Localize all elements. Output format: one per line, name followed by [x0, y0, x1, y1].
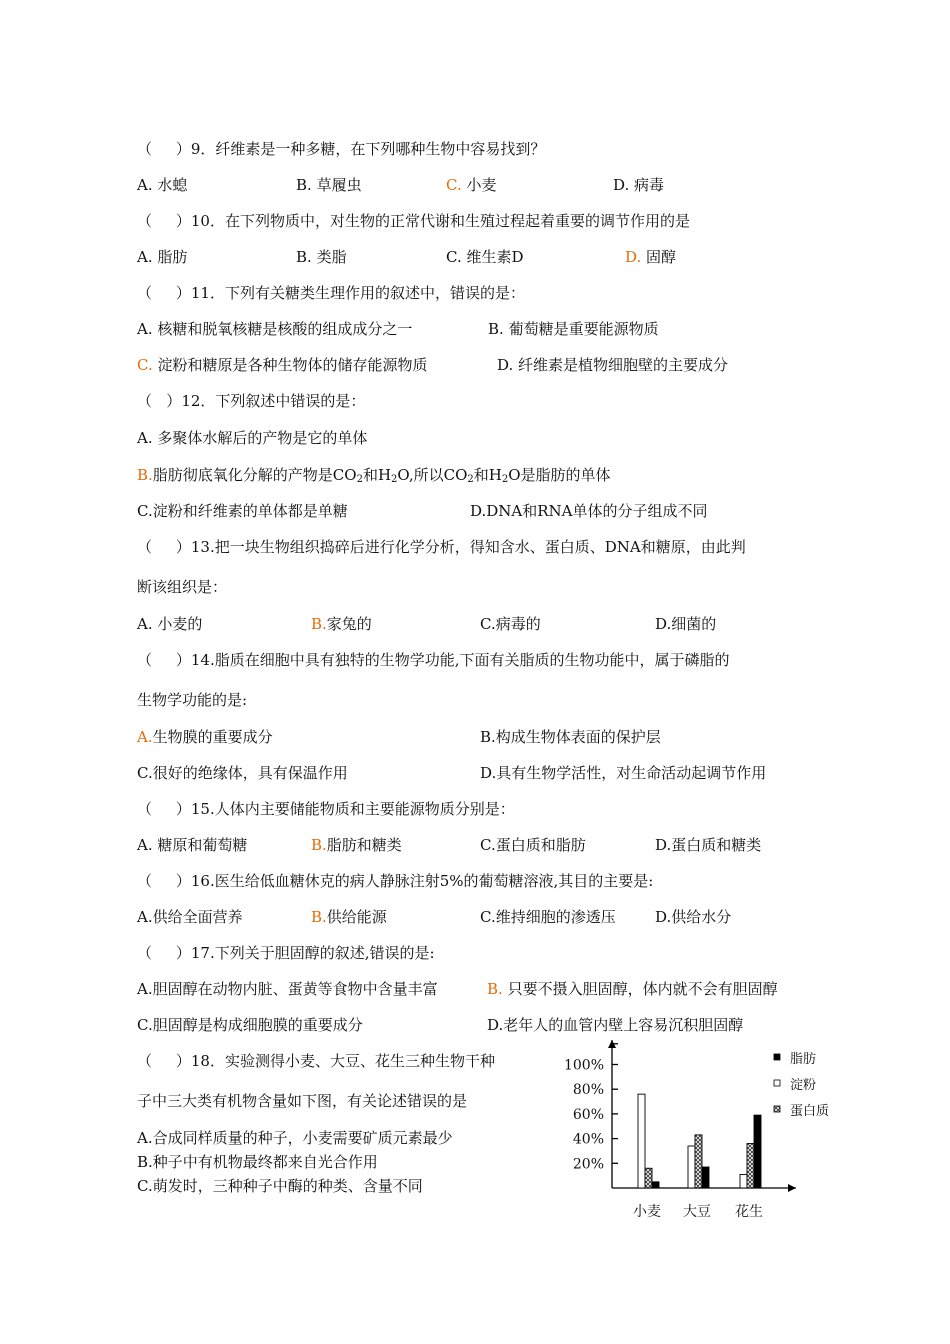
q14-option-c: C.很好的绝缘体，具有保温作用	[137, 764, 348, 782]
question-13-stem-cont: 断该组织是：	[137, 578, 228, 596]
x-category-label: 大豆	[683, 1204, 711, 1220]
q15-option-d: D.蛋白质和糖类	[655, 836, 762, 854]
q18-option-b: B.种子中有机物最终都来自光合作用	[137, 1153, 378, 1171]
bar-1-0	[688, 1146, 695, 1188]
q16-option-a: A.供给全面营养	[137, 908, 243, 926]
question-12-stem: （ ）12．下列叙述中错误的是：	[137, 392, 366, 410]
q11-option-b: B. 葡萄糖是重要能源物质	[488, 320, 659, 338]
question-14-stem: （ ）14.脂质在细胞中具有独特的生物学功能,下面有关脂质的生物功能中，属于磷脂的	[137, 651, 730, 669]
question-9-stem: （ ）9．纤维素是一种多糖，在下列哪种生物中容易找到？	[137, 140, 546, 158]
legend-swatch	[774, 1080, 780, 1086]
q15-option-b: B.脂肪和糖类	[311, 836, 402, 854]
seed-composition-chart	[560, 1032, 860, 1232]
q12-option-d: D.DNA和RNA单体的分子组成不同	[470, 502, 708, 520]
q14-option-a: A.生物膜的重要成分	[137, 728, 273, 746]
q18-option-a: A.合成同样质量的种子，小麦需要矿质元素最少	[137, 1129, 453, 1147]
bar-2-2	[754, 1115, 761, 1188]
q13-option-d: D.细菌的	[655, 615, 717, 633]
q15-option-c: C.蛋白质和脂肪	[480, 836, 586, 854]
chart-labels	[564, 1058, 763, 1221]
q12-option-a: A. 多聚体水解后的产物是它的单体	[137, 429, 368, 447]
question-16-stem: （ ）16.医生给低血糖休克的病人静脉注射5%的葡萄糖溶液,其目的主要是:	[137, 872, 654, 890]
x-category-label: 小麦	[633, 1204, 661, 1220]
q10-option-b: B. 类脂	[296, 248, 347, 266]
q14-option-b: B.构成生物体表面的保护层	[480, 728, 661, 746]
q15-option-a: A. 糖原和葡萄糖	[137, 836, 248, 854]
q17-option-d: D.老年人的血管内壁上容易沉积胆固醇	[487, 1016, 744, 1034]
y-tick-label: 100%	[563, 1057, 604, 1074]
q12-option-c: C.淀粉和纤维素的单体都是单糖	[137, 502, 348, 520]
question-15-stem: （ ）15.人体内主要储能物质和主要能源物质分别是：	[137, 800, 515, 818]
q17-option-b: B. 只要不摄入胆固醇，体内就不会有胆固醇	[487, 980, 778, 998]
q10-option-c: C. 维生素D	[446, 248, 524, 266]
question-14-stem-cont: 生物学功能的是:	[137, 691, 248, 709]
q14-option-d: D.具有生物学活性，对生命活动起调节作用	[480, 764, 767, 782]
x-category-label: 花生	[735, 1204, 763, 1220]
legend-label: 淀粉	[790, 1078, 817, 1093]
legend-swatch	[774, 1106, 780, 1112]
bar-1-2	[702, 1167, 709, 1188]
chart-legend	[774, 1051, 829, 1119]
question-17-stem: （ ）17.下列关于胆固醇的叙述,错误的是:	[137, 944, 435, 962]
q18-option-c: C.萌发时，三种种子中酶的种类、含量不同	[137, 1177, 423, 1195]
q11-option-c: C. 淀粉和糖原是各种生物体的储存能源物质	[137, 356, 428, 374]
question-18-stem-cont: 子中三大类有机物含量如下图，有关论述错误的是	[137, 1092, 468, 1110]
y-tick-label: 80%	[572, 1082, 604, 1099]
q17-option-a: A.胆固醇在动物内脏、蛋黄等食物中含量丰富	[137, 980, 438, 998]
q13-option-c: C.病毒的	[480, 615, 541, 633]
q10-option-a: A. 脂肪	[137, 248, 188, 266]
q16-option-c: C.维持细胞的渗透压	[480, 908, 616, 926]
q9-option-c: C. 小麦	[446, 176, 497, 194]
question-18-stem: （ ）18．实验测得小麦、大豆、花生三种生物干种	[137, 1052, 495, 1070]
q10-option-d: D. 固醇	[625, 248, 677, 266]
bar-2-0	[740, 1174, 747, 1188]
x-axis-arrow	[788, 1184, 796, 1192]
legend-label: 蛋白质	[790, 1104, 830, 1119]
bar-2-1	[747, 1144, 754, 1188]
q16-option-b: B.供给能源	[311, 908, 387, 926]
q11-option-d: D. 纤维素是植物细胞壁的主要成分	[497, 356, 729, 374]
bar-1-1	[695, 1135, 702, 1188]
q13-option-a: A. 小麦的	[137, 615, 203, 633]
y-tick-label: 20%	[572, 1156, 604, 1173]
bar-0-0	[638, 1094, 645, 1188]
legend-swatch	[774, 1054, 780, 1060]
bar-0-1	[645, 1168, 652, 1188]
q9-option-d: D. 病毒	[613, 176, 665, 194]
bar-0-2	[652, 1182, 659, 1188]
q17-option-c: C.胆固醇是构成细胞膜的重要成分	[137, 1016, 363, 1034]
q9-option-b: B. 草履虫	[296, 176, 362, 194]
q13-option-b: B.家兔的	[311, 615, 372, 633]
y-tick-label: 40%	[572, 1131, 604, 1148]
y-tick-label: 60%	[572, 1106, 604, 1123]
question-13-stem: （ ）13.把一块生物组织捣碎后进行化学分析，得知含水、蛋白质、DNA和糖原，由此判	[137, 538, 746, 556]
question-11-stem: （ ）11．下列有关糖类生理作用的叙述中，错误的是：	[137, 284, 525, 302]
legend-label: 脂肪	[790, 1052, 817, 1067]
q9-option-a: A. 水螅	[137, 176, 188, 194]
chart-bars	[638, 1094, 761, 1188]
q12-option-b: B.脂肪彻底氧化分解的产物是$CO_2$和$H_2O$,所以$CO_2$和$H_2O$是脂肪的单体	[137, 466, 611, 485]
question-10-stem: （ ）10．在下列物质中，对生物的正常代谢和生殖过程起着重要的调节作用的是	[137, 212, 690, 230]
q11-option-a: A. 核糖和脱氧核糖是核酸的组成成分之一	[137, 320, 413, 338]
q16-option-d: D.供给水分	[655, 908, 732, 926]
